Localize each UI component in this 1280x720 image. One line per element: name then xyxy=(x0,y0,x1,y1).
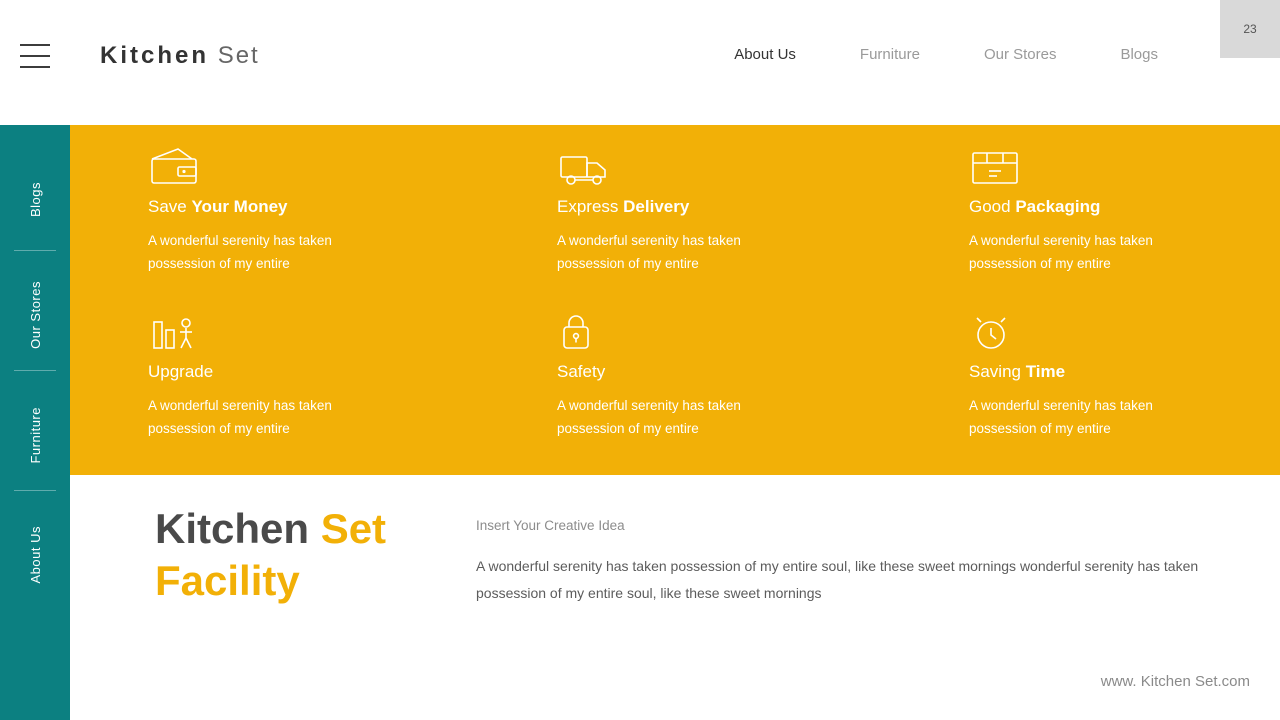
feature-title xyxy=(969,362,1280,382)
sidebar-item-blogs[interactable] xyxy=(0,160,70,240)
feature-title-bold: Your Money xyxy=(191,197,288,216)
brand-name-bold: Kitchen xyxy=(100,42,210,69)
feature-title-light: Saving xyxy=(969,362,1021,381)
feature-title xyxy=(148,197,478,217)
feature-description: A wonderful serenity has taken possession of my entire xyxy=(557,398,741,436)
sidebar-item-label: Blogs xyxy=(27,182,43,218)
feature-title xyxy=(969,197,1280,217)
section-subtitle: Insert Your Creative Idea xyxy=(476,518,625,533)
sidebar-item-our-stores[interactable] xyxy=(0,265,70,365)
feature-title-bold: Packaging xyxy=(1015,197,1101,216)
feature-description: A wonderful serenity has taken possession of my entire xyxy=(148,233,332,271)
feature-card-save-your-money xyxy=(148,145,478,275)
delivery-truck-icon xyxy=(557,145,887,191)
package-box-icon xyxy=(969,145,1280,191)
feature-title-bold: Delivery xyxy=(623,197,690,216)
page-title-line1-dark: Kitchen xyxy=(155,505,321,552)
sidebar-item-label: Furniture xyxy=(27,406,43,464)
hamburger-line xyxy=(20,55,50,57)
nav-item-blogs[interactable]: Blogs xyxy=(1120,46,1158,63)
features-band xyxy=(70,125,1280,475)
feature-description: A wonderful serenity has taken possession of my entire xyxy=(148,398,332,436)
sidebar-item-label: Our Stores xyxy=(27,281,43,349)
feature-description: A wonderful serenity has taken possession of my entire xyxy=(969,233,1153,271)
page-title xyxy=(155,503,386,607)
feature-title-light: Save xyxy=(148,197,187,216)
page-title-line1-accent: Set xyxy=(320,505,387,552)
feature-title xyxy=(148,362,478,382)
feature-title-light: Good xyxy=(969,197,1011,216)
feature-card-safety xyxy=(557,310,887,440)
feature-title-bold: Time xyxy=(1025,362,1066,381)
nav-item-about-us[interactable]: About Us xyxy=(734,46,796,63)
hamburger-line xyxy=(20,66,50,68)
feature-description: A wonderful serenity has taken possession of my entire xyxy=(557,233,741,271)
page-header xyxy=(0,0,1280,125)
feature-card-saving-time xyxy=(969,310,1280,440)
sidebar-divider xyxy=(14,370,56,371)
brand-logo[interactable] xyxy=(100,42,260,70)
top-navigation xyxy=(702,46,1190,63)
page-number-badge: 23 xyxy=(1220,0,1280,58)
feature-description: A wonderful serenity has taken possession of my entire xyxy=(969,398,1153,436)
feature-title-light: Express xyxy=(557,197,619,216)
website-url: www. Kitchen Set.com xyxy=(1100,673,1250,690)
side-navigation xyxy=(0,125,70,720)
feature-title xyxy=(557,197,887,217)
sidebar-item-furniture[interactable] xyxy=(0,385,70,485)
page-title-line2-accent: Facility xyxy=(155,557,300,604)
hamburger-menu-icon[interactable] xyxy=(20,44,50,68)
sidebar-divider xyxy=(14,250,56,251)
feature-card-express-delivery xyxy=(557,145,887,275)
bottom-section xyxy=(70,475,1280,720)
hamburger-line xyxy=(20,44,50,46)
nav-item-our-stores[interactable]: Our Stores xyxy=(983,46,1057,63)
nav-item-furniture[interactable]: Furniture xyxy=(859,46,920,63)
sidebar-item-label: About Us xyxy=(27,526,43,584)
section-paragraph: A wonderful serenity has taken possession of my entire soul, like these sweet mornings wonderful serenity has taken possession of my entire soul, like these sweet mornings xyxy=(476,558,1199,601)
alarm-clock-icon xyxy=(969,310,1280,356)
feature-title-light: Upgrade xyxy=(148,362,214,381)
feature-title-light: Safety xyxy=(557,362,606,381)
upgrade-chart-icon xyxy=(148,310,478,356)
feature-card-upgrade xyxy=(148,310,478,440)
sidebar-divider xyxy=(14,490,56,491)
feature-card-good-packaging xyxy=(969,145,1280,275)
feature-title xyxy=(557,362,887,382)
sidebar-item-about-us[interactable] xyxy=(0,505,70,605)
lock-icon xyxy=(557,310,887,356)
wallet-icon xyxy=(148,145,478,191)
brand-name-light: Set xyxy=(217,42,260,69)
